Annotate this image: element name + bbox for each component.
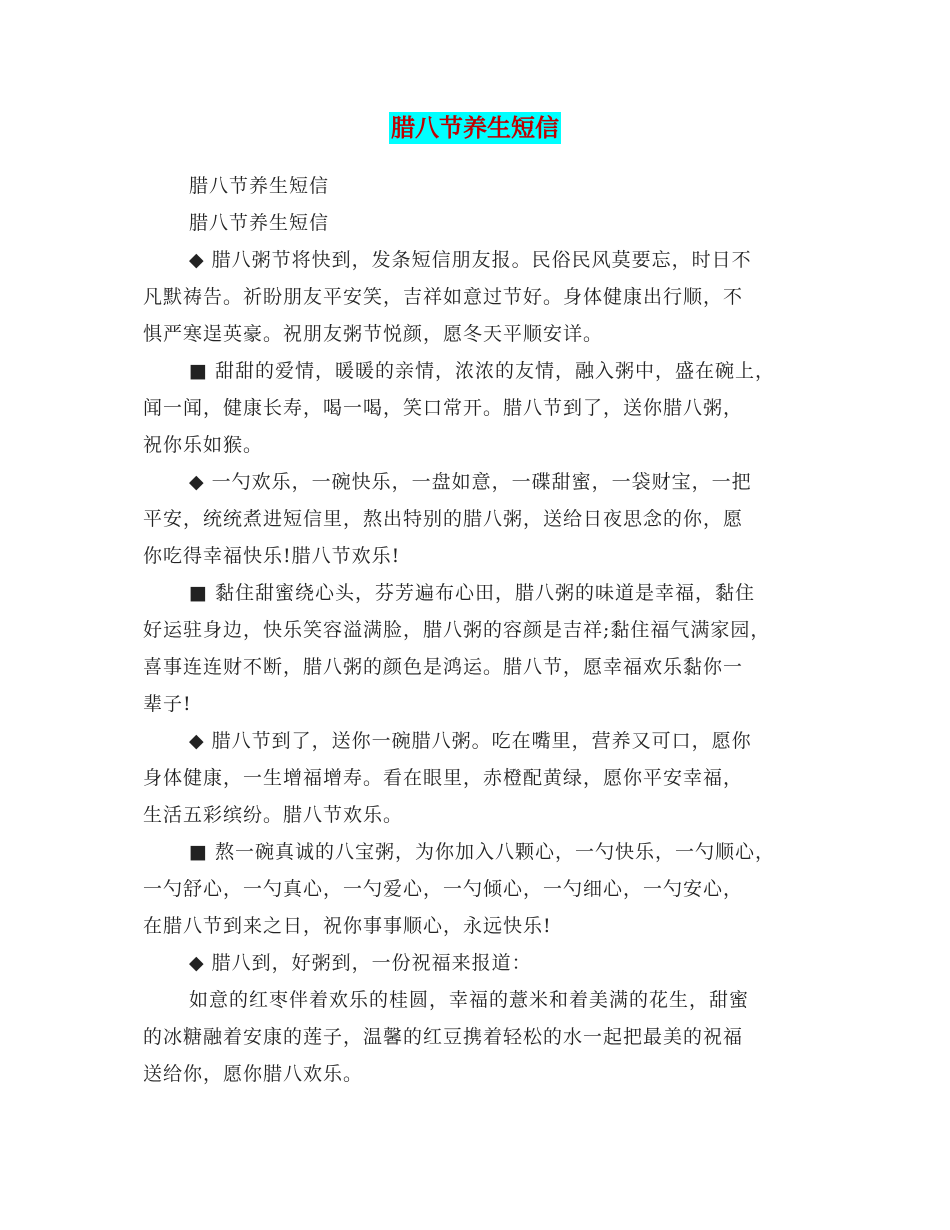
text-line: 平安，统统煮进短信里，熬出特别的腊八粥，送给日夜思念的你，愿	[143, 508, 744, 530]
text-line: 闻一闻，健康长寿，喝一喝，笑口常开。腊八节到了，送你腊八粥，	[143, 397, 744, 419]
text-line: 辈子!	[143, 693, 192, 715]
text-line: 如意的红枣伴着欢乐的桂圆，幸福的薏米和着美满的花生，甜蜜	[189, 989, 750, 1011]
title-block	[0, 112, 950, 144]
text-line: ◆ 腊八节到了，送你一碗腊八粥。吃在嘴里，营养又可口，愿你	[189, 730, 752, 752]
text-line: 生活五彩缤纷。腊八节欢乐。	[143, 804, 404, 826]
text-line: ◆ 腊八粥节将快到，发条短信朋友报。民俗民风莫要忘，时日不	[189, 249, 752, 271]
text-line: ◆ 一勺欢乐，一碗快乐，一盘如意，一碟甜蜜，一袋财宝，一把	[189, 471, 752, 493]
document-body	[143, 168, 823, 1093]
text-line: 身体健康，一生增福增寿。看在眼里，赤橙配黄绿，愿你平安幸福，	[143, 767, 744, 789]
text-line: 的冰糖融着安康的莲子，温馨的红豆携着轻松的水一起把最美的祝福	[143, 1026, 744, 1048]
text-line: 喜事连连财不断，腊八粥的颜色是鸿运。腊八节，愿幸福欢乐黏你一	[143, 656, 744, 678]
text-line: 腊八节养生短信	[189, 175, 330, 197]
text-line: 凡默祷告。祈盼朋友平安笑，吉祥如意过节好。身体健康出行顺，不	[143, 286, 744, 308]
text-line: 你吃得幸福快乐!腊八节欢乐!	[143, 545, 401, 567]
text-line: ■ 熬一碗真诚的八宝粥，为你加入八颗心，一勺快乐，一勺顺心，	[189, 841, 775, 863]
text-line: 祝你乐如猴。	[143, 434, 264, 456]
text-line: 在腊八节到来之日，祝你事事顺心，永远快乐!	[143, 915, 552, 937]
text-line: 送给你，愿你腊八欢乐。	[143, 1063, 364, 1085]
text-line: ■ 甜甜的爱情，暖暖的亲情，浓浓的友情，融入粥中，盛在碗上，	[189, 360, 775, 382]
document-title: 腊八节养生短信	[391, 114, 559, 142]
text-line: ■ 黏住甜蜜绕心头，芬芳遍布心田，腊八粥的味道是幸福，黏住	[189, 582, 755, 604]
text-line: 一勺舒心，一勺真心，一勺爱心，一勺倾心，一勺细心，一勺安心，	[143, 878, 744, 900]
text-line: ◆ 腊八到，好粥到，一份祝福来报道：	[189, 952, 532, 974]
text-line: 惧严寒逞英豪。祝朋友粥节悦颜，愿冬天平顺安详。	[143, 323, 604, 345]
text-line: 好运驻身边，快乐笑容溢满脸，腊八粥的容颜是吉祥;黏住福气满家园，	[143, 619, 771, 641]
text-line: 腊八节养生短信	[189, 212, 330, 234]
